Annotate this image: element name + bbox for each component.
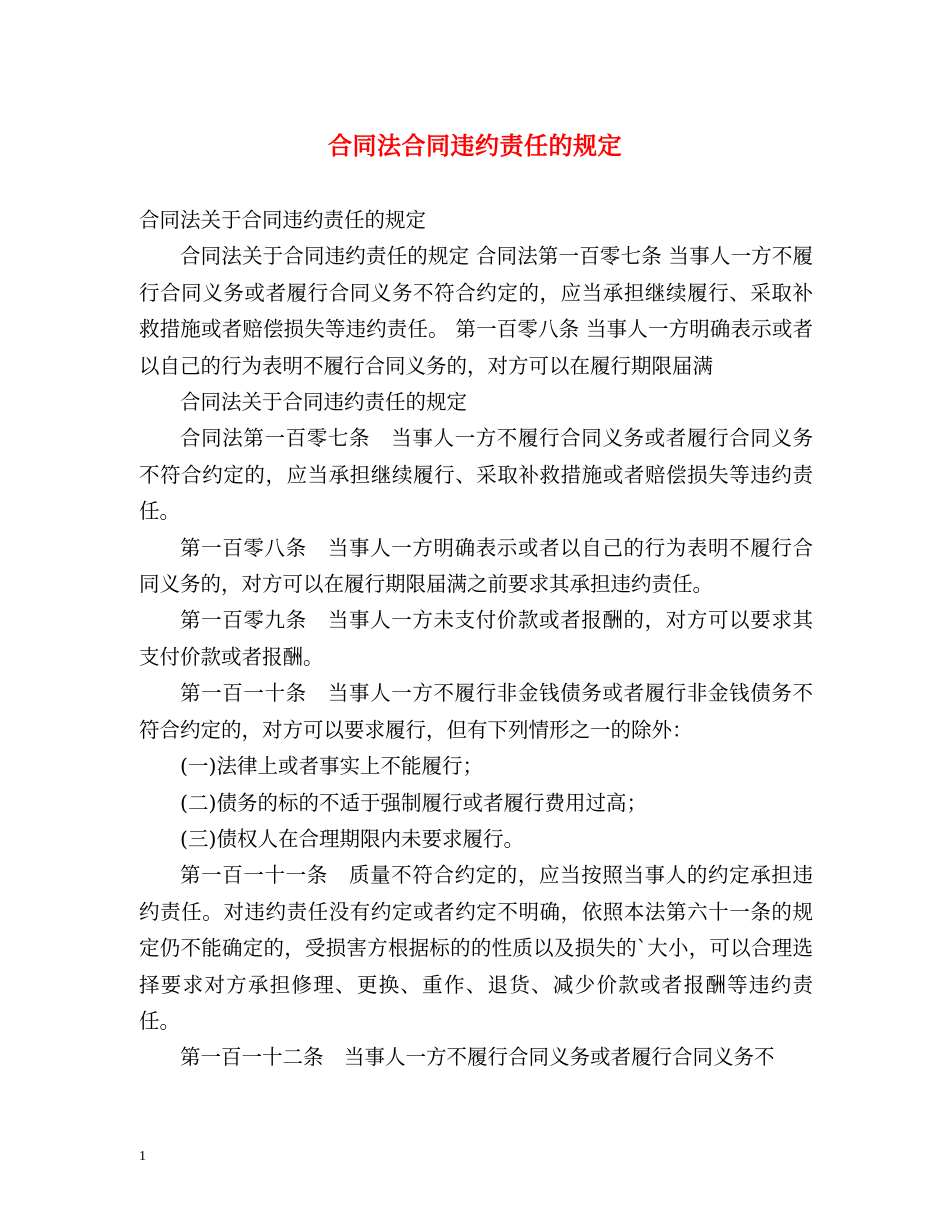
paragraph: 合同法关于合同违约责任的规定 xyxy=(180,390,467,415)
paragraph: 第一百一十二条 当事人一方不履行合同义务或者履行合同义务不 xyxy=(180,1045,775,1070)
paragraph: 合同法第一百零七条 当事人一方不履行合同义务或者履行合同义务不符合约定的，应当承担继续履行、采取补救措施或者赔偿损失等违约责任。 xyxy=(139,426,813,524)
list-item: (二)债务的标的不适于强制履行或者履行费用过高； xyxy=(180,790,647,815)
list-item: (三)债权人在合理期限内未要求履行。 xyxy=(180,826,524,851)
paragraph: 第一百零九条 当事人一方未支付价款或者报酬的，对方可以要求其支付价款或者报酬。 xyxy=(139,608,813,669)
document-title: 合同法合同违约责任的规定 xyxy=(328,131,622,160)
paragraph: 合同法关于合同违约责任的规定 合同法第一百零七条 当事人一方不履行合同义务或者履行合同义务不符合约定的，应当承担继续履行、采取补救措施或者赔偿损失等违约责任。 第一百零八条 当事人一方明确表示或者以自己的行为表明不履行合同义务的，对方可以在履行期限届满 xyxy=(139,244,813,378)
paragraph: 第一百零八条 当事人一方明确表示或者以自己的行为表明不履行合同义务的，对方可以在履行期限届满之前要求其承担违约责任。 xyxy=(139,535,813,597)
paragraph: 第一百一十一条 质量不符合约定的，应当按照当事人的约定承担违约责任。对违约责任没有约定或者约定不明确，依照本法第六十一条的规定仍不能确定的，受损害方根据标的的性质以及损失的`大小，可以合理选择要求对方承担修理、更换、重作、退货、减少价款或者报酬等违约责任。 xyxy=(139,863,813,1033)
paragraph: 第一百一十条 当事人一方不履行非金钱债务或者履行非金钱债务不符合约定的，对方可以要求履行，但有下列情形之一的除外： xyxy=(139,681,813,742)
document-body xyxy=(139,202,813,1076)
paragraph: 合同法关于合同违约责任的规定 xyxy=(139,208,426,232)
list-item: (一)法律上或者事实上不能履行； xyxy=(180,754,483,779)
page-number: 1 xyxy=(139,1149,146,1164)
